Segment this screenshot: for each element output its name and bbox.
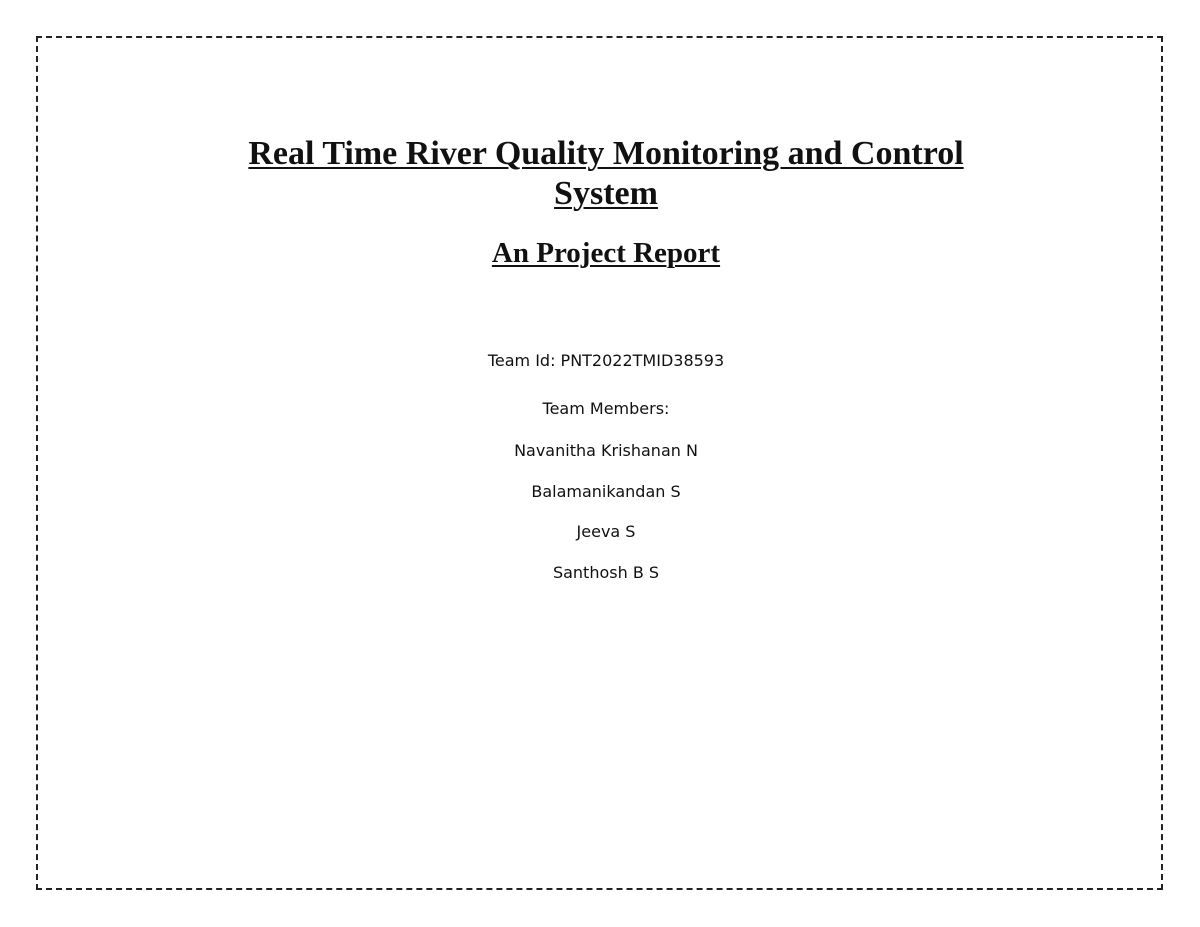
report-title-line-1: Real Time River Quality Monitoring and Control — [248, 135, 964, 172]
team-member: Navanitha Krishanan N — [514, 441, 698, 460]
team-member: Santhosh B S — [552, 563, 660, 582]
report-title — [36, 134, 1176, 214]
team-members-label: Team Members: — [542, 399, 670, 418]
team-member: Balamanikandan S — [531, 482, 681, 501]
report-title-line-2: System — [554, 175, 658, 212]
team-member: Jeeva S — [576, 522, 636, 541]
team-id: Team Id: PNT2022TMID38593 — [487, 351, 725, 370]
report-subtitle: An Project Report — [491, 237, 721, 269]
